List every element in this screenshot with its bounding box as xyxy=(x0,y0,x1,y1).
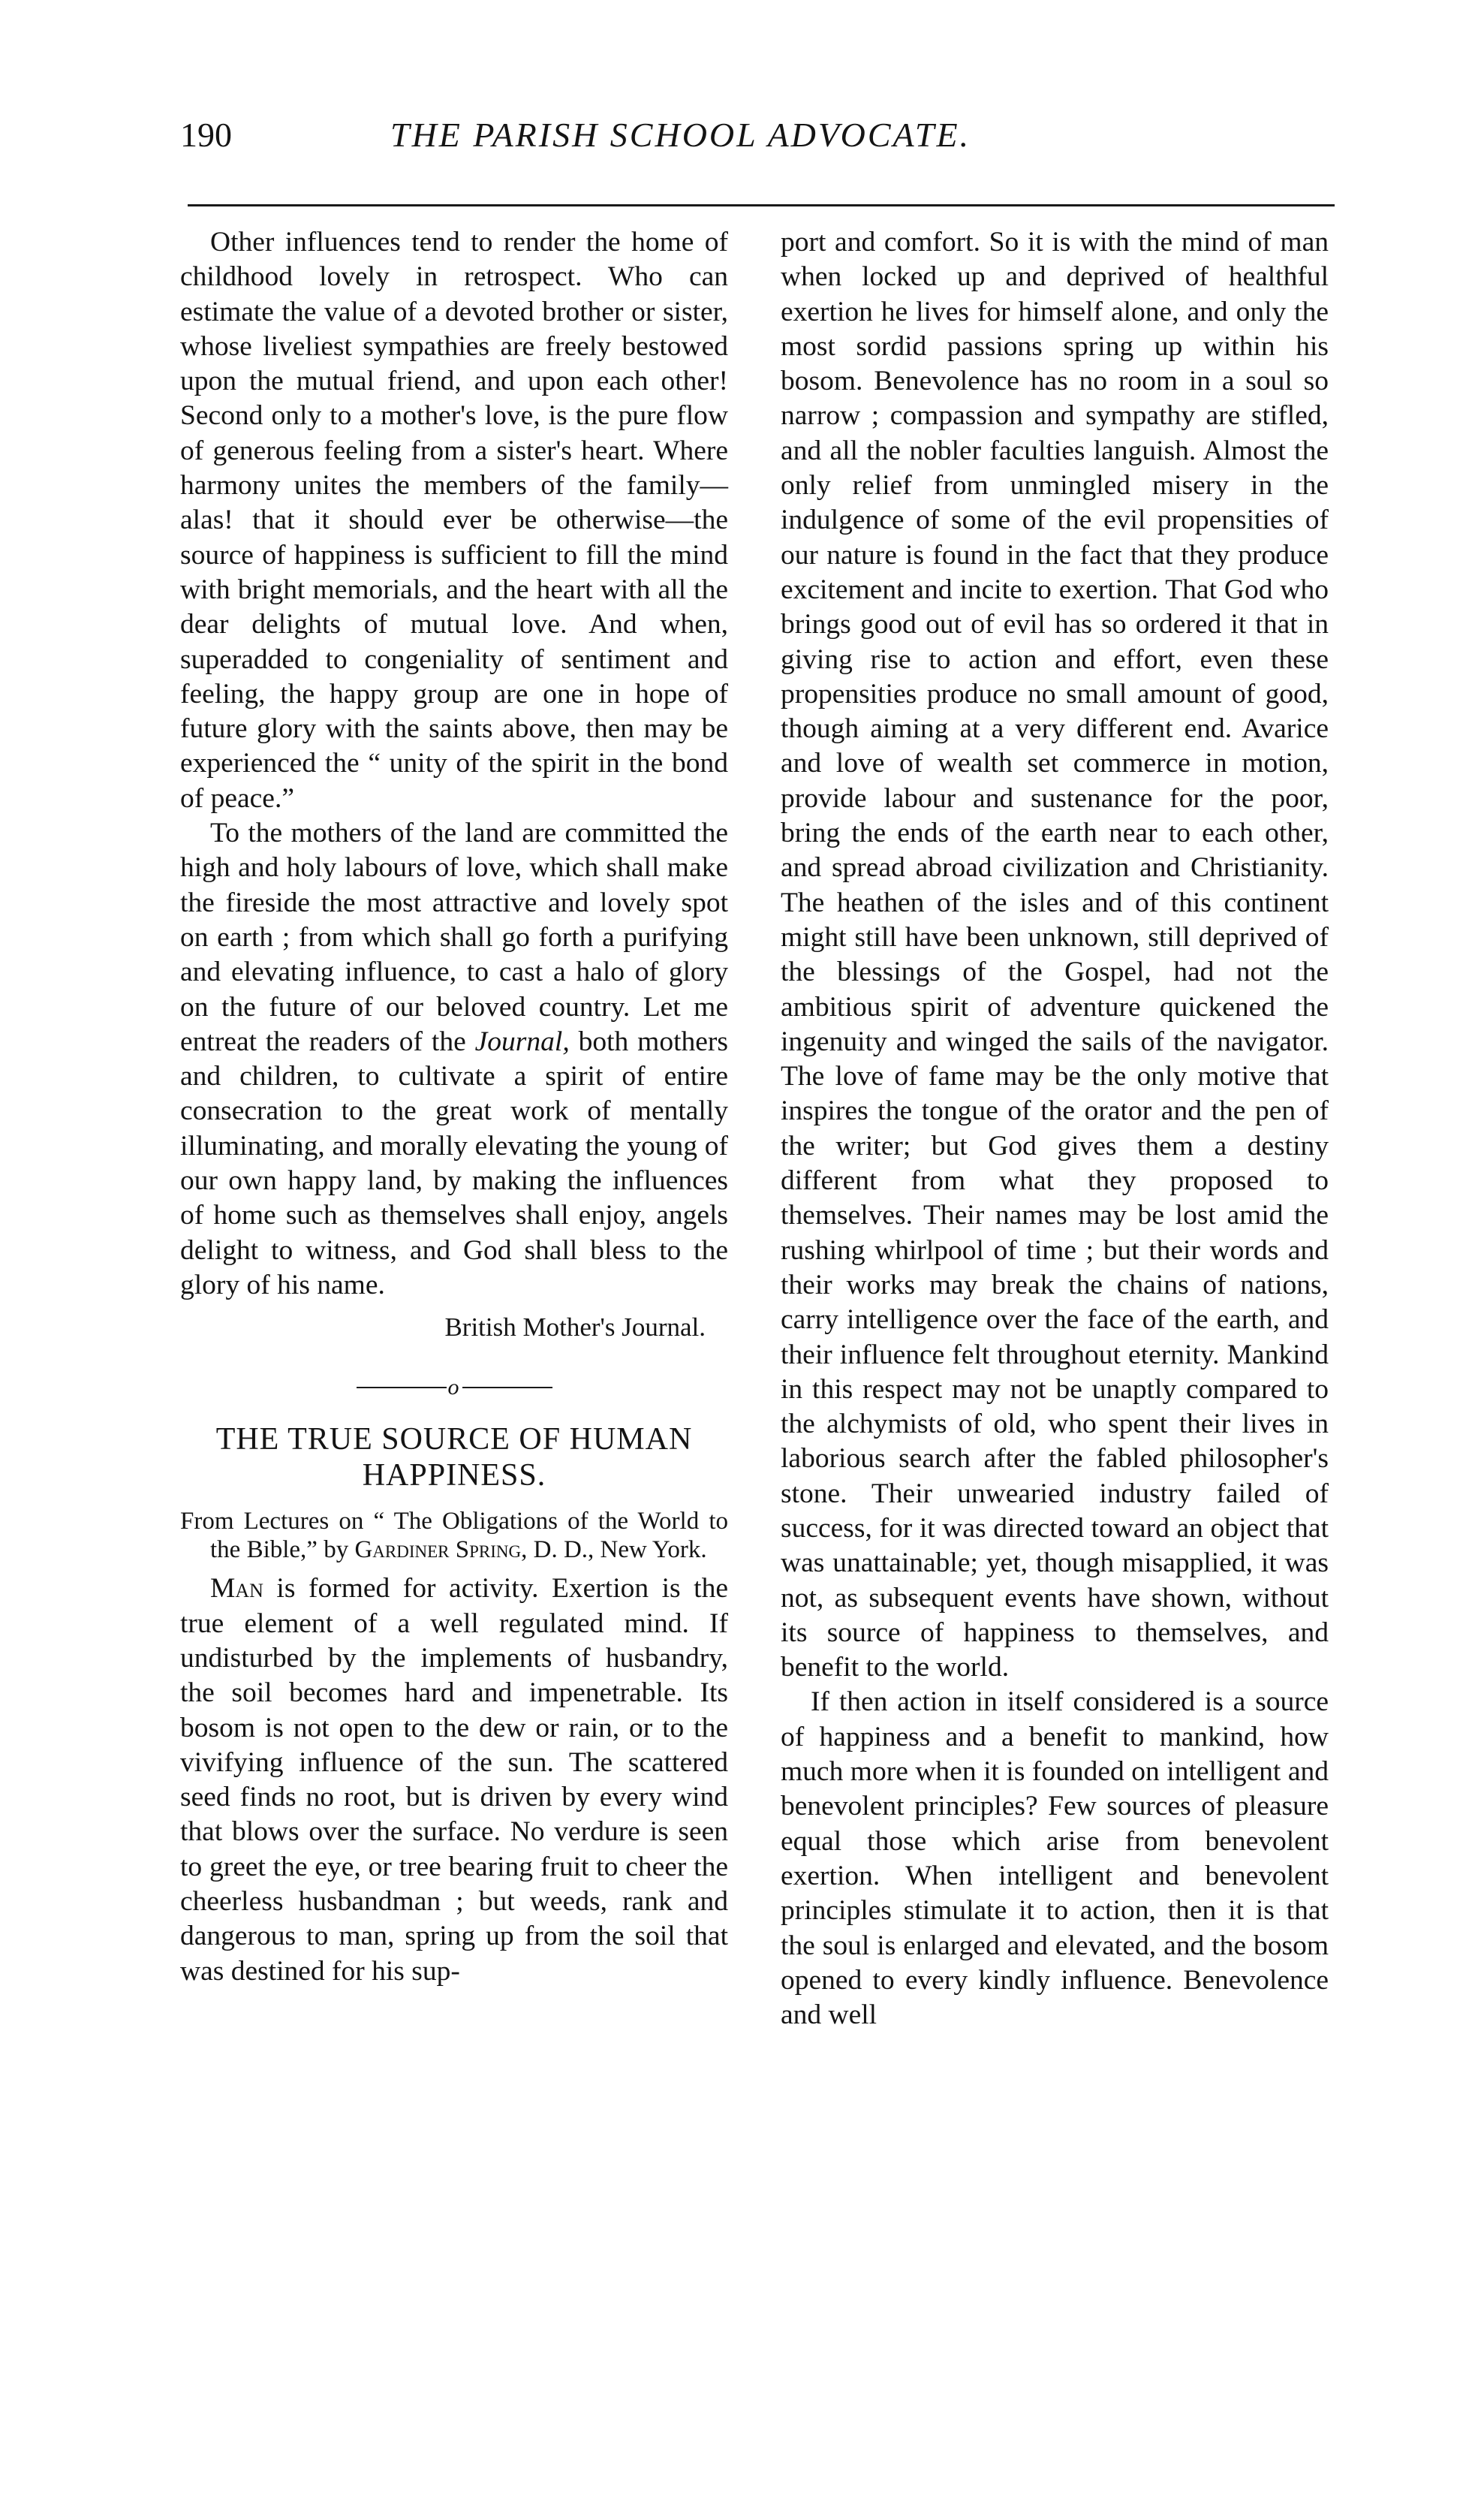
right-column xyxy=(781,225,1329,2032)
source-note-author: Gardiner Spring, xyxy=(354,1536,528,1564)
paragraph-activity-text: is formed for activity. Exertion is the true element of a well regulated mind. If undisturbed by the implements of husbandry, the soil becomes hard and impenetrable. Its bosom is not open to the dew or rain, or to the vivifying influence of the sun. The scattered seed finds no root, but is driven by every wind that blows over the surface. No verdure is seen to greet the eye, or tree bearing fruit to cheer the cheerless husbandman ; but weeds, rank and dangerous to man, spring up from the soil that was destined for his sup- xyxy=(180,1573,728,1987)
journal-title: THE PARISH SCHOOL ADVOCATE. xyxy=(390,116,971,154)
header-rule xyxy=(188,204,1335,206)
source-signature: British Mother's Journal. xyxy=(444,1312,706,1342)
paragraph-continuation: port and comfort. So it is with the mind of man when locked up and deprived of healthful exertion he lives for himself alone, and only the most sordid passions spring up within his bosom. Benevolence has no room in a soul so narrow ; compassion and sympathy are stifled, and all the nobler faculties languish. Almost the only relief from unmingled misery in the indulgence of some of the evil propensities of our nature is found in the fact that they produce excitement and incite to exertion. That God who brings good out of evil has so ordered it that in giving rise to action and effort, even these propensities produce no small amount of good, though aiming at a very different end. Avarice and love of wealth set commerce in motion, provide labour and sustenance for the poor, bring the ends of the earth near to each other, and spread abroad civilization and Christianity. The heathen of the isles and of this continent might still have been unknown, still deprived of the blessings of the Gospel, had not the ambitious spirit of adventure quickened the ingenuity and winged the sails of the navigator. The love of fame may be the only motive that inspires the tongue of the orator and the pen of the writer; but God gives them a destiny different from what they proposed to themselves. Their names may be lost amid the rushing whirlpool of time ; but their words and their works may break the chains of nations, carry intelligence over the face of the earth, and their influence felt throughout eternity. Mankind in this respect may not be unaptly compared to the alchymists of old, who spent their lives in laborious search after the fabled philosopher's stone. Their unwearied industry failed of success, for it was directed toward an object that was unattainable; yet, though misapplied, it was not, as subsequent events have shown, without its source of happiness to themselves, and benefit to the world. xyxy=(781,227,1329,1683)
paragraph-mothers-text-a: To the mothers of the land are committed the high and holy labours of love, which shall make the fireside the most attractive and lovely spot on earth ; from which shall go forth a purifying and elevating influence, to cast a halo of glory on the future of our beloved country. Let me entreat the readers of the xyxy=(180,818,728,1057)
paragraph-lead-word: Man xyxy=(210,1573,263,1605)
page-number: 190 xyxy=(180,116,232,154)
left-column xyxy=(180,225,728,1989)
paragraph-activity xyxy=(180,1571,728,1989)
divider-rule-left xyxy=(357,1387,447,1388)
paragraph-benevolent-action: If then action in itself considered is a source of happiness and a benefit to mankind, how much more when it is founded on intelligent and benevolent principles? Few sources of pleasure equal those which arise from benevolent exertion. When intelligent and benevolent principles stimulate it to action, then it is that the soul is enlarged and elevated, and the bosom opened to every kindly influence. Benevolence and well xyxy=(781,1686,1329,2031)
journal-italic: Journal, xyxy=(474,1026,570,1057)
paragraph-home-influences: Other influences tend to render the home of childhood lovely in retrospect. Who can estimate the value of a devoted brother or sister, whose liveliest sympathies are freely bestowed upon the mutual friend, and upon each other! Second only to a mother's love, is the pure flow of generous feeling from a sister's heart. Where harmony unites the members of the family—alas! that it should ever be otherwise—the source of happiness is sufficient to fill the mind with bright memorials, and the heart with all the dear delights of mutual love. And when, superadded to congeniality of sentiment and feeling, the happy group are one in hope of future glory with the saints above, then may be experienced the “ unity of the spirit in the bond of peace.” xyxy=(180,227,728,814)
section-divider xyxy=(180,1375,728,1399)
source-note-prefix: From Lectures on “ The Obligations of the World to the Bible,” by xyxy=(180,1508,728,1564)
article-title: THE TRUE SOURCE OF HUMAN HAPPINESS. xyxy=(215,1422,693,1493)
running-head xyxy=(180,113,1336,165)
source-note-suffix: D. D., New York. xyxy=(527,1536,707,1564)
paragraph-mothers-text-b: both mothers and children, to cultivate a spirit of entire consecration to the great work of mentally illuminating, and morally elevating the young of our own happy land, by making the influences of home such as themselves shall enjoy, angels delight to witness, and God shall bless to the glory of his name. xyxy=(180,1026,728,1300)
divider-rule-right xyxy=(462,1387,552,1388)
divider-mark: o xyxy=(447,1375,461,1400)
source-note xyxy=(180,1507,728,1564)
paragraph-mothers xyxy=(180,816,728,1303)
